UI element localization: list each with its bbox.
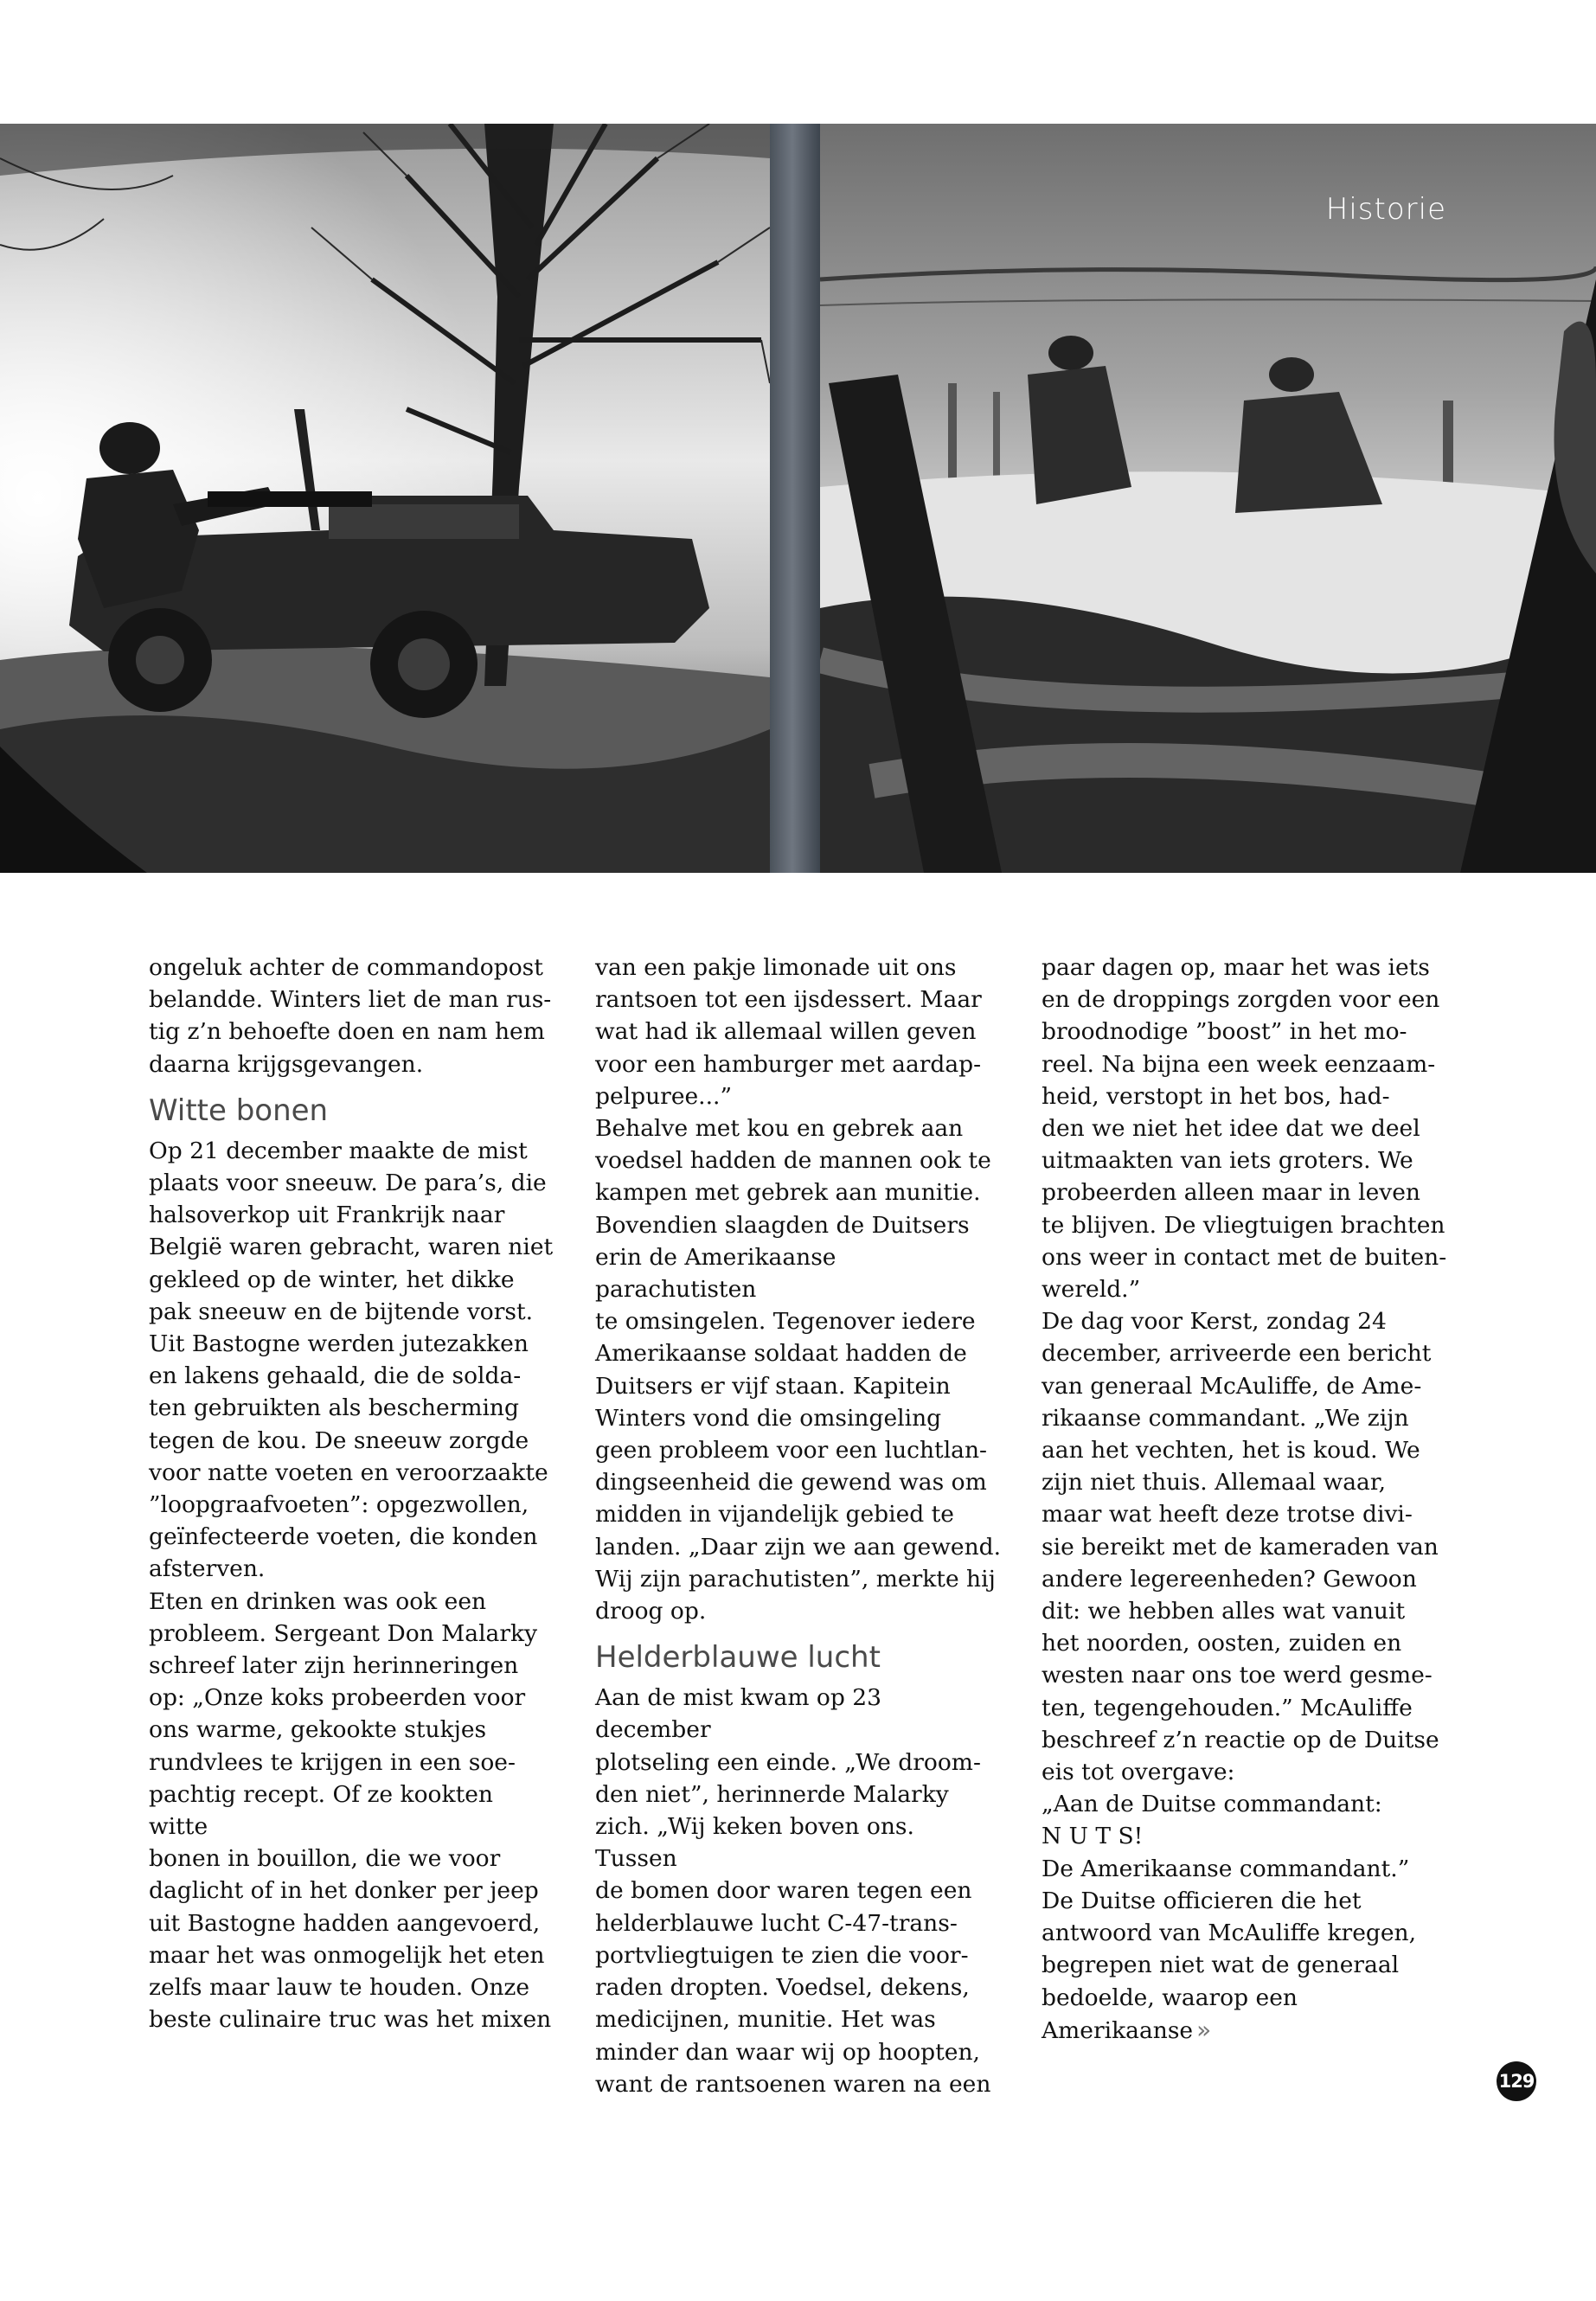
soldiers-photo xyxy=(820,124,1596,873)
subheading-helderblauwe-lucht: Helderblauwe lucht xyxy=(595,1640,881,1676)
continue-chevron-icon: » xyxy=(1196,2015,1207,2044)
page-number: 129 xyxy=(1497,2061,1536,2101)
paragraph: van een pakje limonade uit ons rantsoen tot een ijsdessert. Maar wat had ik allemaal willen geven voor een hamburger met aardap- pelpuree...” xyxy=(595,954,982,1110)
paragraph: Behalve met kou en gebrek aan voedsel hadden de mannen ook te kampen met gebrek aan munitie. Bovendien slaagden de Duitsers erin de Amerikaanse parachutisten te omsingelen. Tegenover iedere Amerikaanse soldaat hadden de Duitsers er vijf staan. Kapitein Winters vond die omsingeling geen probleem voor een luchtlan- dingseenheid die gewend was om midden in vijandelijk gebied te landen. „Daar zijn we aan gewend. Wij zijn parachutisten”, merkte hij droog op. xyxy=(595,1115,1002,1625)
paragraph: Op 21 december maakte de mist plaats voor sneeuw. De para’s, die halsoverkop uit Frankrijk naar België waren gebracht, waren niet gekleed op de winter, het dikke pak sneeuw en de bijtende vorst. Uit Bastogne werden jutezakken en lakens gehaald, die de solda- ten gebruikten als bescherming tegen de kou. De sneeuw zorgde voor natte voeten en veroorzaakte ”loopgraafvoeten”: opgezwollen, geïnfecteerde voeten, die konden afsterven. xyxy=(149,1137,554,1583)
article-column-1 xyxy=(149,952,555,2036)
paragraph: paar dagen op, maar het was iets en de droppings zorgden voor een broodnodige ”boost” in het mo- reel. Na bijna een week eenzaam- heid, verstopt in het bos, had- den we niet het idee dat we deel uitmaakten van iets groters. We probeerden alleen maar in leven te blijven. De vliegtuigen brachten ons weer in contact met de buiten- wereld.” xyxy=(1042,954,1447,1304)
article-column-3 xyxy=(1042,952,1465,2047)
jeep-photo xyxy=(0,124,770,873)
subheading-witte-bonen: Witte bonen xyxy=(149,1093,329,1128)
paragraph: ongeluk achter de commandopost belandde. Winters liet de man rus- tig z’n behoefte doen en nam hem daarna krijgsgevangen. xyxy=(149,954,552,1078)
paragraph: Aan de mist kwam op 23 december plotseling een einde. „We droom- den niet”, herinnerde Malarky zich. „Wij keken boven ons. Tussen de bomen door waren tegen een helderblauwe lucht C-47-trans- portvliegtuigen te zien die voor- raden dropten. Voedsel, dekens, medicijnen, munitie. Het was minder dan waar wij op hoopten, want de rantsoenen waren na een xyxy=(595,1684,991,2098)
paragraph-continued xyxy=(1042,1885,1465,2047)
jeep-photo-illustration xyxy=(0,124,770,873)
photo-band xyxy=(0,124,1596,873)
paragraph: Eten en drinken was ook een probleem. Sergeant Don Malarky schreef later zijn herinneringen op: „Onze koks probeerden voor ons warme, gekookte stukjes rundvlees te krijgen in een soe- pachtig recept. Of ze kookten witte bonen in bouillon, die we voor daglicht of in het donker per jeep uit Bastogne hadden aangevoerd, maar het was onmogelijk het eten zelfs maar lauw te houden. Onze beste culinaire truc was het mixen xyxy=(149,1587,552,2034)
photo-divider xyxy=(770,124,820,873)
article-body xyxy=(149,952,1474,2098)
paragraph: „Aan de Duitse commandant: N U T S! De Amerikaanse commandant.” xyxy=(1042,1791,1410,1882)
paragraph-text: De Duitse officieren die het antwoord van McAuliffe kregen, begrepen niet wat de generaal bedoelde, waarop een Amerikaanse xyxy=(1042,1887,1417,2044)
section-label: Historie xyxy=(1325,192,1446,227)
paragraph: De dag voor Kerst, zondag 24 december, arriveerde een bericht van generaal McAuliffe, de Ame- rikaanse commandant. „We zijn aan het vechten, het is koud. We zijn niet thuis. Allemaal waar, maar wat heeft deze trotse divi- sie bereikt met de kameraden van andere legereenheden? Gewoon dit: we hebben alles wat vanuit het noorden, oosten, zuiden en westen naar ons toe werd gesme- ten, tegengehouden.” McAuliffe beschreef z’n reactie op de Duitse eis tot overgave: xyxy=(1042,1308,1439,1786)
soldiers-photo-illustration xyxy=(820,124,1596,873)
article-column-2 xyxy=(595,952,1002,2100)
